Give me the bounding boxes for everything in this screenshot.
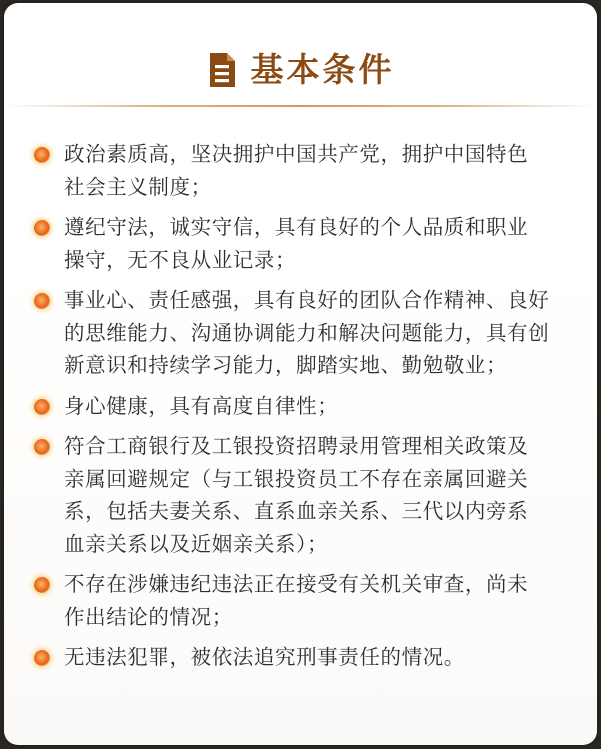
page-title: 基本条件 [250,50,395,89]
condition-text [64,211,564,276]
condition-line: 操守，无不良从业记录； [64,247,297,272]
header [4,3,597,101]
condition-line: 血亲关系以及近姻亲关系）； [64,531,329,556]
condition-line: 亲属回避规定（与工银投资员工不存在亲属回避关 [64,466,529,491]
condition-line: 遵纪守法，诚实守信，具有良好的个人品质和职业 [64,215,529,239]
bullet-icon [34,220,50,236]
title-row [4,47,597,93]
condition-text [64,138,564,203]
condition-line: 的思维能力、沟通协调能力和解决问题能力，具有创 [64,320,550,345]
condition-text [64,284,564,382]
condition-line: 身心健康，具有高度自律性； [64,393,339,418]
condition-line: 作出结论的情况； [64,604,233,629]
bullet-icon [34,293,50,309]
bullet-icon [34,439,50,455]
condition-line: 政治素质高，坚决拥护中国共产党，拥护中国特色 [64,142,529,166]
condition-line: 新意识和持续学习能力，脚踏实地、勤勉敬业； [64,353,508,377]
bullet-icon [34,650,50,666]
bullet-icon [34,399,50,415]
bullet-icon [34,147,50,163]
condition-text [64,390,564,423]
document-icon [207,51,237,89]
bullet-icon [34,577,50,593]
condition-line: 系，包括夫妻关系、直系血亲关系、三代以内旁系 [64,499,529,523]
condition-text [64,568,564,633]
header-divider [4,105,597,107]
condition-line: 符合工商银行及工银投资招聘录用管理相关政策及 [64,434,529,458]
condition-text [64,430,564,560]
conditions-card [4,3,597,745]
condition-line: 社会主义制度； [64,174,212,199]
condition-line: 不存在涉嫌违纪违法正在接受有关机关审查，尚未 [64,572,529,596]
condition-line: 无违法犯罪，被依法追究刑事责任的情况。 [64,645,465,669]
condition-text [64,641,564,674]
condition-line: 事业心、责任感强，具有良好的团队合作精神、良好 [64,288,550,312]
